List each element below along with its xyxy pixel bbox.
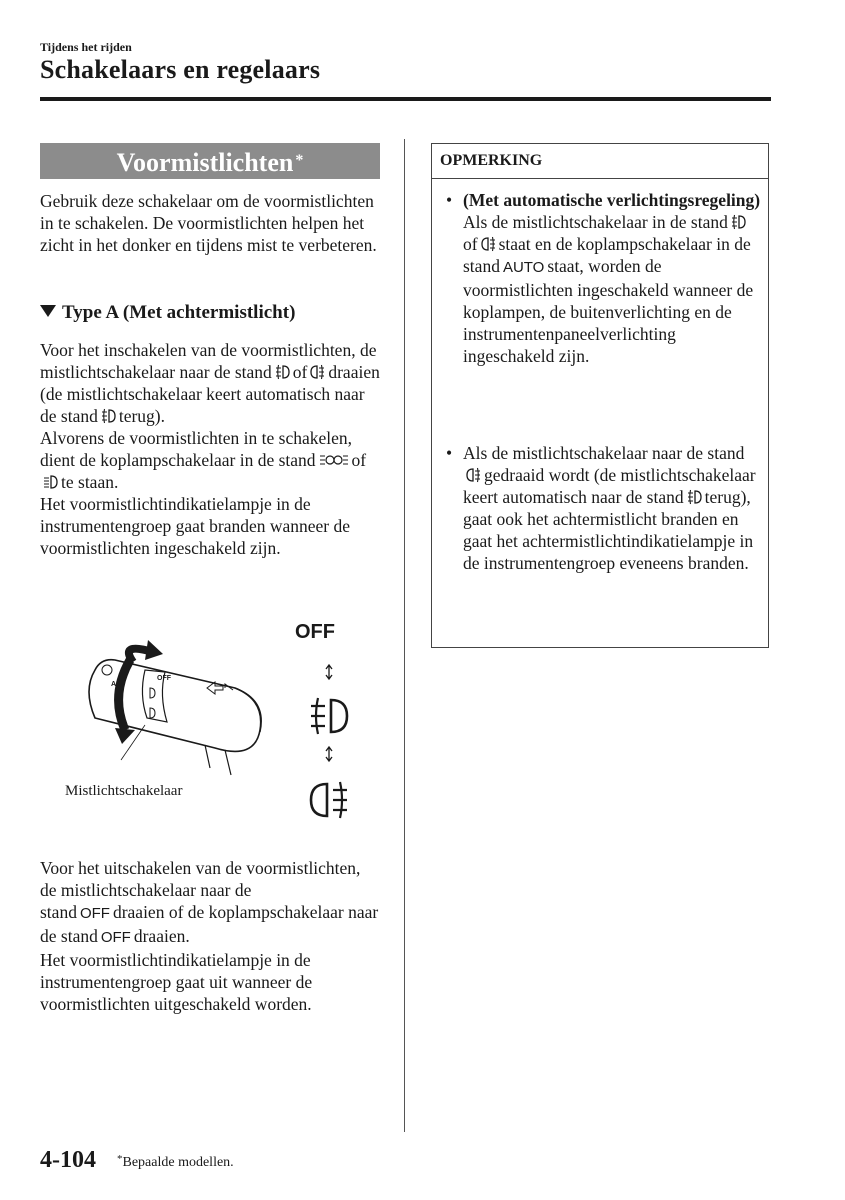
p1-text-b: of [292, 362, 308, 382]
p4-text-e: draaien. [133, 926, 190, 946]
p4-off-word-2: OFF [100, 929, 131, 946]
p1-text-c: draaien (de mistlichtschakelaar keert automatisch naar de stand [40, 362, 380, 426]
stalk-label-auto: AU [111, 681, 122, 688]
front-fog-icon [687, 489, 702, 505]
front-fog-icon [101, 408, 116, 424]
rear-fog-icon [310, 364, 325, 380]
note-item1-text-c: staat en de koplampschakelaar in de stand [463, 234, 751, 276]
paragraph-switch-on [40, 339, 385, 559]
bullet: • [446, 443, 453, 463]
double-arrow-icon [326, 665, 332, 679]
double-arrow-icon [326, 747, 332, 761]
triangle-down-icon [40, 305, 56, 317]
p5-text: Het voormistlichtindikatielampje in de instrumentengroep gaat uit wanneer de voormistlichten uitgeschakeld worden. [40, 950, 313, 1014]
front-fog-icon [731, 214, 746, 230]
section-heading [40, 143, 380, 179]
section-heading-text: Voormistlichten [116, 148, 294, 177]
p4-off-word: OFF [79, 905, 110, 922]
header-rule [40, 97, 771, 101]
page-number: 4-104 [40, 1147, 96, 1173]
p4-text-a: Voor het uitschakelen van de voormistlichten, de mistlichtschakelaar naar de stand [40, 858, 361, 922]
paragraph-switch-off [40, 857, 380, 1015]
footnote-text: Bepaalde modellen. [122, 1155, 234, 1170]
note-item [446, 189, 762, 367]
rear-fog-icon [481, 236, 496, 252]
front-fog-icon [275, 364, 290, 380]
rear-fog-icon [466, 467, 481, 483]
auto-word: AUTO [502, 259, 545, 276]
figure-caption: Mistlichtschakelaar [65, 783, 183, 799]
column-divider [404, 139, 405, 1132]
note-title: OPMERKING [431, 143, 769, 179]
note-item [446, 442, 762, 574]
heading-marker: * [295, 152, 304, 169]
intro-paragraph: Gebruik deze schakelaar om de voormistlichten in te schakelen. De voormistlichten helpen het zicht in het donker en tijdens mist te verbeteren. [40, 191, 377, 255]
rear-fog-icon [311, 782, 347, 818]
p1-text-a: Voor het inschakelen van de voormistlichten, de mistlichtschakelaar naar de stand [40, 340, 377, 382]
bullet: • [446, 190, 453, 210]
note-item2-text-a: Als de mistlichtschakelaar naar de stand [463, 443, 745, 463]
p2-text-a: Alvorens de voormistlichten in te schakelen, dient de koplampschakelaar in de stand [40, 428, 353, 470]
front-fog-icon [311, 698, 347, 734]
section-label: Tijdens het rijden [40, 40, 132, 54]
note-item1-text-a: Als de mistlichtschakelaar in de stand [463, 212, 728, 232]
p1-text-d: terug). [118, 406, 166, 426]
page-title: Schakelaars en regelaars [40, 55, 321, 84]
p3-text: Het voormistlichtindikatielampje in de instrumentengroep gaat branden wanneer de voormistlichten ingeschakeld zijn. [40, 494, 351, 558]
note-item-title: (Met automatische verlichtingsregeling) [463, 190, 761, 210]
footnote-marker: * [117, 1153, 123, 1165]
p2-text-c: te staan. [61, 472, 119, 492]
subheading [40, 302, 295, 324]
p2-text-b: of [351, 450, 367, 470]
note-item2-text-c: terug), gaat ook het achtermistlicht branden en gaat het achtermistlichtindikatielampje in de instrumentengroep eveneens branden. [463, 487, 754, 573]
footnote [117, 1153, 234, 1171]
headlight-icon [43, 474, 58, 490]
stalk-label-off: OFF [157, 675, 171, 682]
note-item2-text-b: gedraaid wordt (de mistlichtschakelaar keert automatisch naar de stand [463, 465, 756, 507]
parking-lights-icon [319, 452, 349, 468]
subheading-text: Type A (Met achtermistlicht) [62, 302, 296, 323]
p4-text-c: draaien of de koplampschakelaar naar de stand [40, 902, 379, 946]
note-item1-text-e: staat, worden de voormistlichten ingeschakeld wanneer de koplampen, de buitenverlichting en de instrumentenpaneelverlichting ingeschakeld zijn. [463, 256, 754, 366]
note-item1-text-b: of [463, 234, 478, 254]
off-label: OFF [295, 621, 335, 643]
